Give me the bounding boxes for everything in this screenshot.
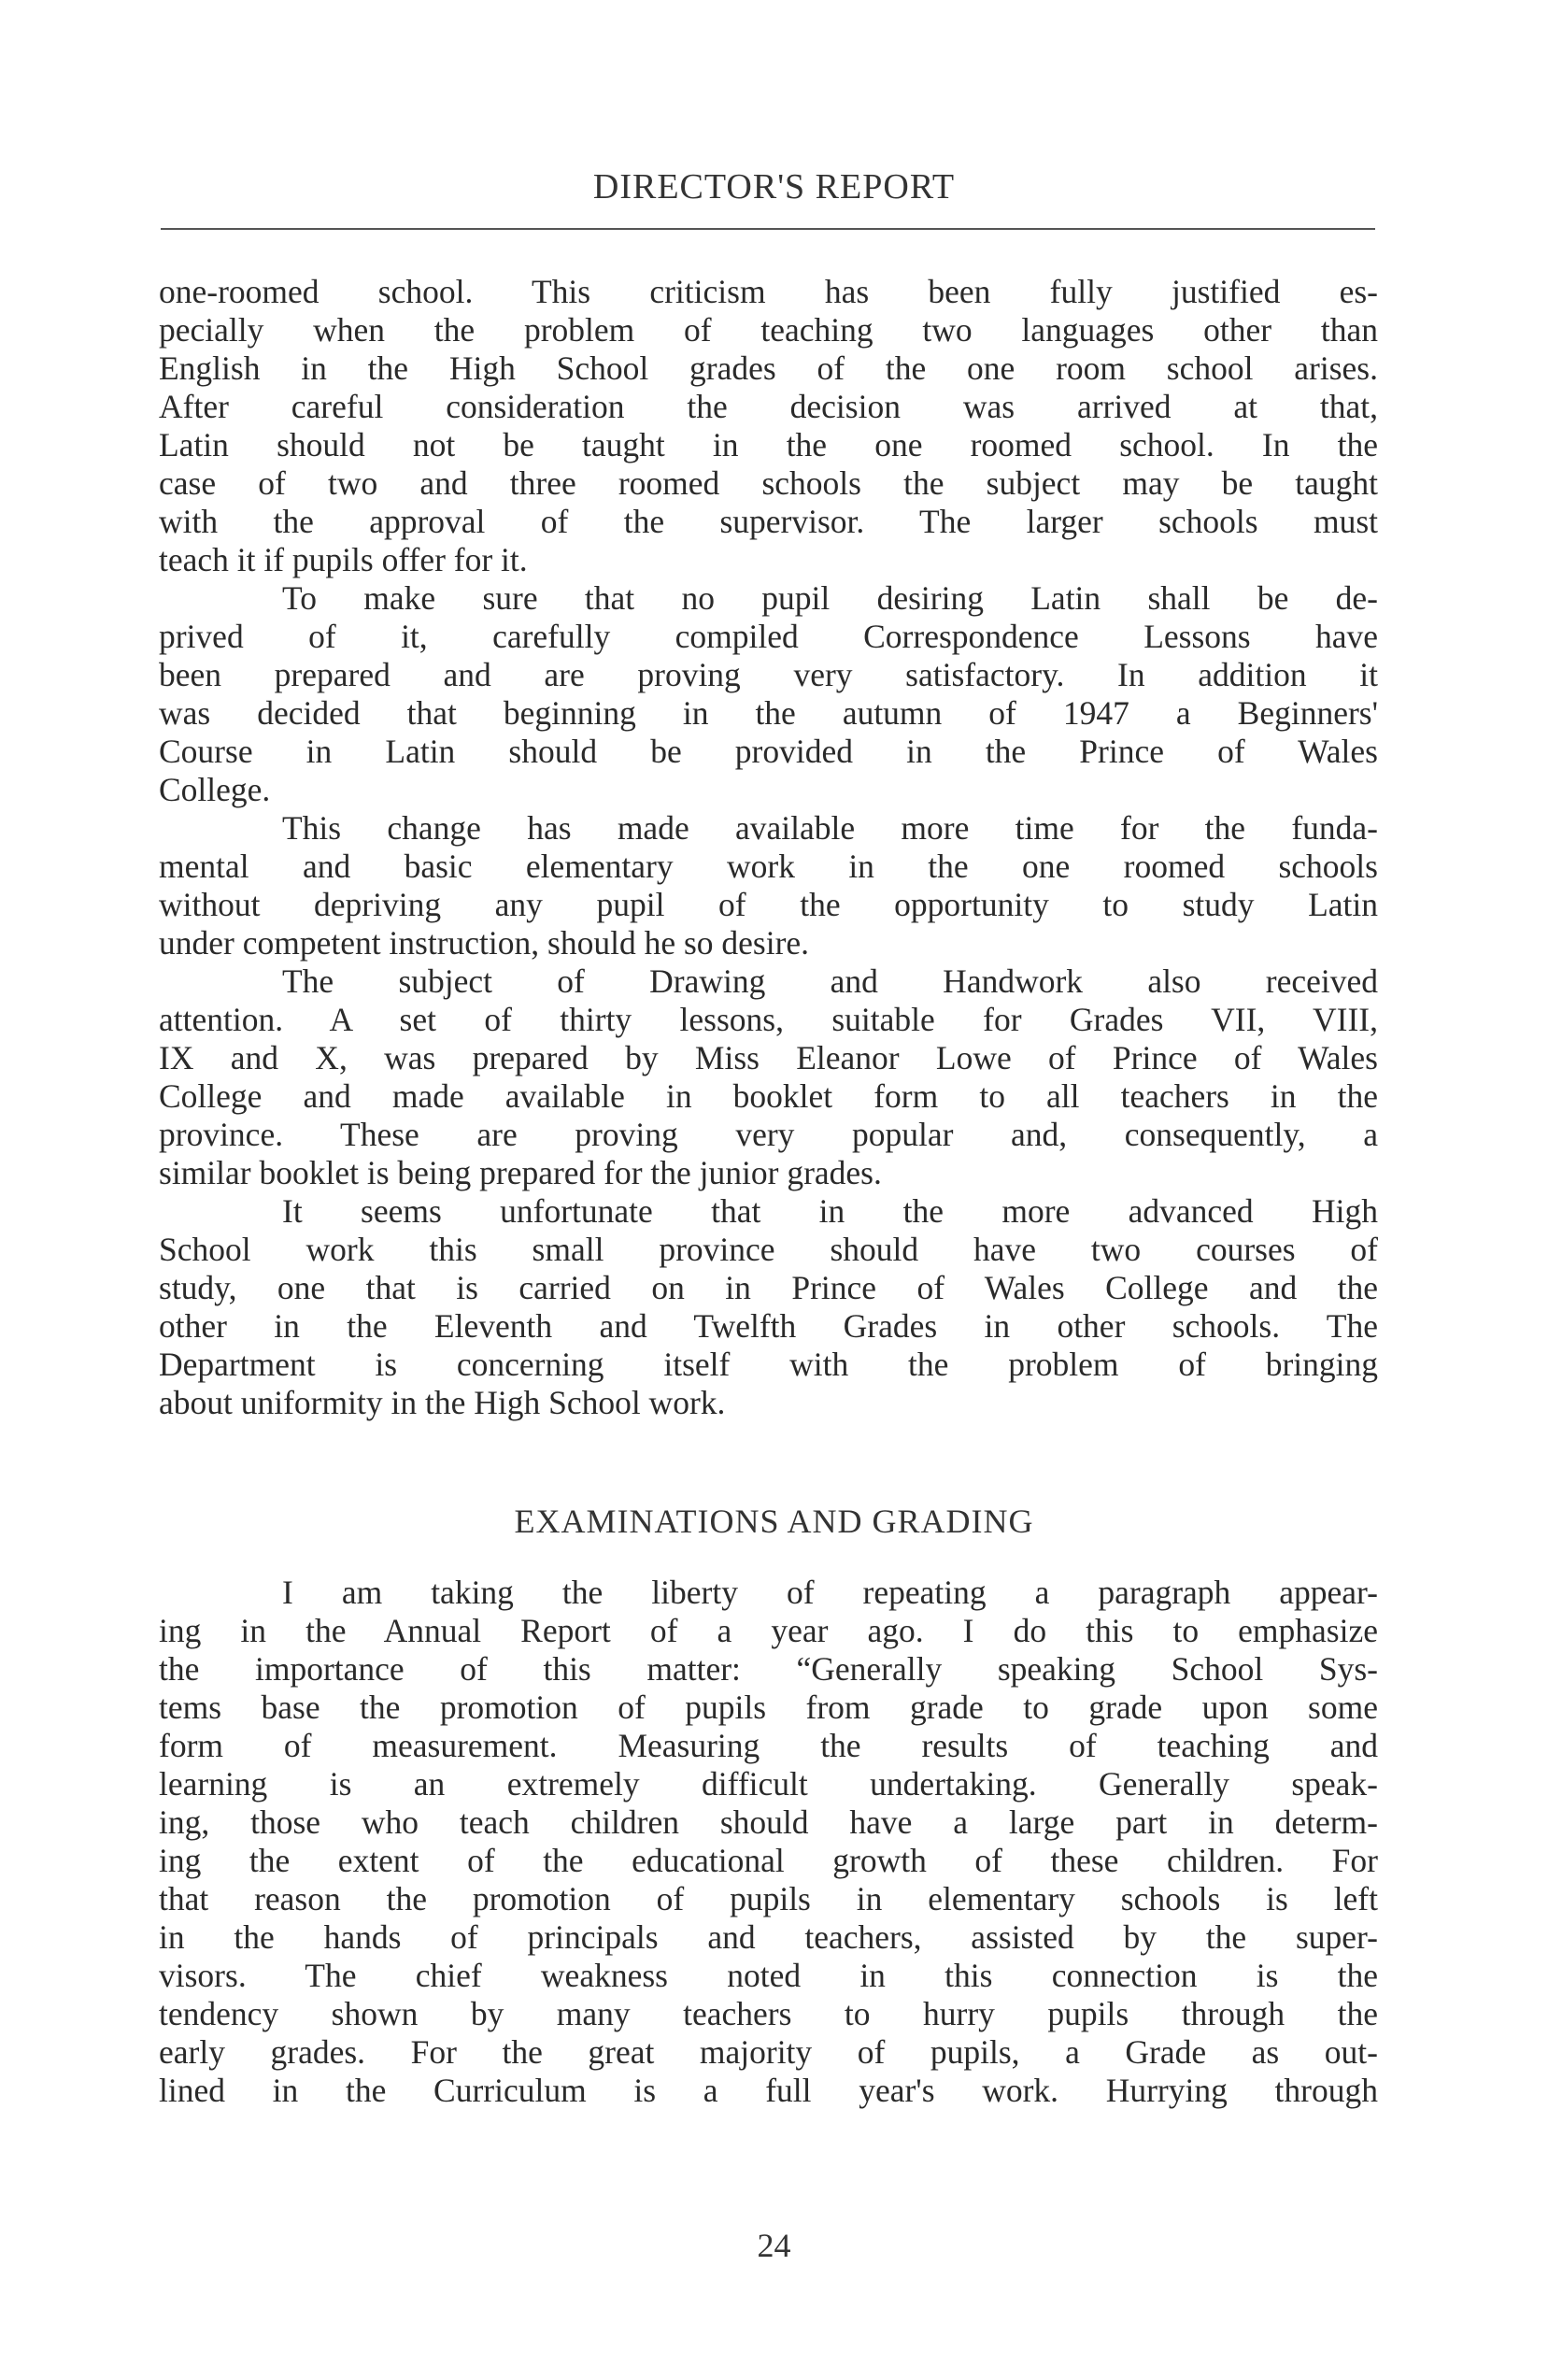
text-line: with the approval of the supervisor. The larger schools must: [159, 503, 1378, 540]
text-line: College.: [159, 771, 271, 808]
text-line: was decided that beginning in the autumn of 1947 a Beginners': [159, 694, 1378, 732]
text-line: other in the Eleventh and Twelfth Grades in other schools. The: [159, 1307, 1378, 1345]
text-line: ing the extent of the educational growth of these children. For: [159, 1842, 1378, 1879]
paragraph: [159, 1192, 1378, 1422]
text-line: in the hands of principals and teachers, assisted by the super-: [159, 1918, 1378, 1956]
header-rule: [161, 228, 1375, 230]
text-line: After careful consideration the decision was arrived at that,: [159, 388, 1378, 425]
text-line: study, one that is carried on in Prince of Wales College and the: [159, 1269, 1378, 1306]
body-text-bottom: [159, 1574, 1378, 2110]
text-line: lined in the Curriculum is a full year's work. Hurrying through: [159, 2072, 1378, 2109]
text-line: IX and X, was prepared by Miss Eleanor Lowe of Prince of Wales: [159, 1039, 1378, 1076]
text-line: learning is an extremely difficult undertaking. Generally speak-: [159, 1765, 1378, 1803]
text-line: prived of it, carefully compiled Correspondence Lessons have: [159, 618, 1378, 655]
paragraph: [159, 962, 1378, 1192]
text-line: the importance of this matter: “Generally speaking School Sys-: [159, 1650, 1378, 1688]
text-line: case of two and three roomed schools the subject may be taught: [159, 464, 1378, 502]
text-line: ing, those who teach children should have a large part in determ-: [159, 1803, 1378, 1841]
text-line: Course in Latin should be provided in the Prince of Wales: [159, 733, 1378, 770]
text-line: that reason the promotion of pupils in elementary schools is left: [159, 1880, 1378, 1917]
text-line: tendency shown by many teachers to hurry pupils through the: [159, 1995, 1378, 2032]
text-line: similar booklet is being prepared for the junior grades.: [159, 1154, 882, 1191]
body-text-top: [159, 273, 1378, 1422]
text-line: attention. A set of thirty lessons, suitable for Grades VII, VIII,: [159, 1001, 1378, 1038]
text-line: province. These are proving very popular and, consequently, a: [159, 1116, 1378, 1153]
text-line: teach it if pupils offer for it.: [159, 541, 528, 578]
text-line: The subject of Drawing and Handwork also received: [282, 962, 1378, 1000]
text-line: form of measurement. Measuring the results of teaching and: [159, 1727, 1378, 1764]
text-line: been prepared and are proving very satisfactory. In addition it: [159, 656, 1378, 693]
text-line: mental and basic elementary work in the one roomed schools: [159, 848, 1378, 885]
text-line: School work this small province should have two courses of: [159, 1231, 1378, 1268]
paragraph: [159, 809, 1378, 962]
text-line: about uniformity in the High School work.: [159, 1384, 726, 1421]
text-line: Department is concerning itself with the problem of bringing: [159, 1346, 1378, 1383]
text-line: tems base the promotion of pupils from grade to grade upon some: [159, 1689, 1378, 1726]
text-line: To make sure that no pupil desiring Latin shall be de-: [282, 579, 1378, 617]
paragraph: [159, 1574, 1378, 2110]
text-line: ing in the Annual Report of a year ago. I do this to emphasize: [159, 1612, 1378, 1649]
running-head: DIRECTOR'S REPORT: [592, 167, 956, 207]
text-line: under competent instruction, should he so desire.: [159, 924, 810, 962]
text-line: I am taking the liberty of repeating a paragraph appear-: [282, 1574, 1378, 1611]
text-line: English in the High School grades of the one room school arises.: [159, 349, 1378, 387]
text-line: visors. The chief weakness noted in this connection is the: [159, 1957, 1378, 1994]
text-line: Latin should not be taught in the one roomed school. In the: [159, 426, 1378, 463]
text-line: This change has made available more time for the funda-: [282, 809, 1378, 847]
text-line: College and made available in booklet form to all teachers in the: [159, 1077, 1378, 1115]
page-number: 24: [757, 2227, 791, 2264]
paragraph: [159, 579, 1378, 809]
text-line: one-roomed school. This criticism has been fully justified es-: [159, 273, 1378, 310]
section-heading: EXAMINATIONS AND GRADING: [514, 1503, 1034, 1540]
text-line: early grades. For the great majority of pupils, a Grade as out-: [159, 2033, 1378, 2071]
text-line: pecially when the problem of teaching two languages other than: [159, 311, 1378, 349]
paragraph: [159, 273, 1378, 579]
text-line: It seems unfortunate that in the more advanced High: [282, 1192, 1378, 1230]
text-line: without depriving any pupil of the opportunity to study Latin: [159, 886, 1378, 923]
